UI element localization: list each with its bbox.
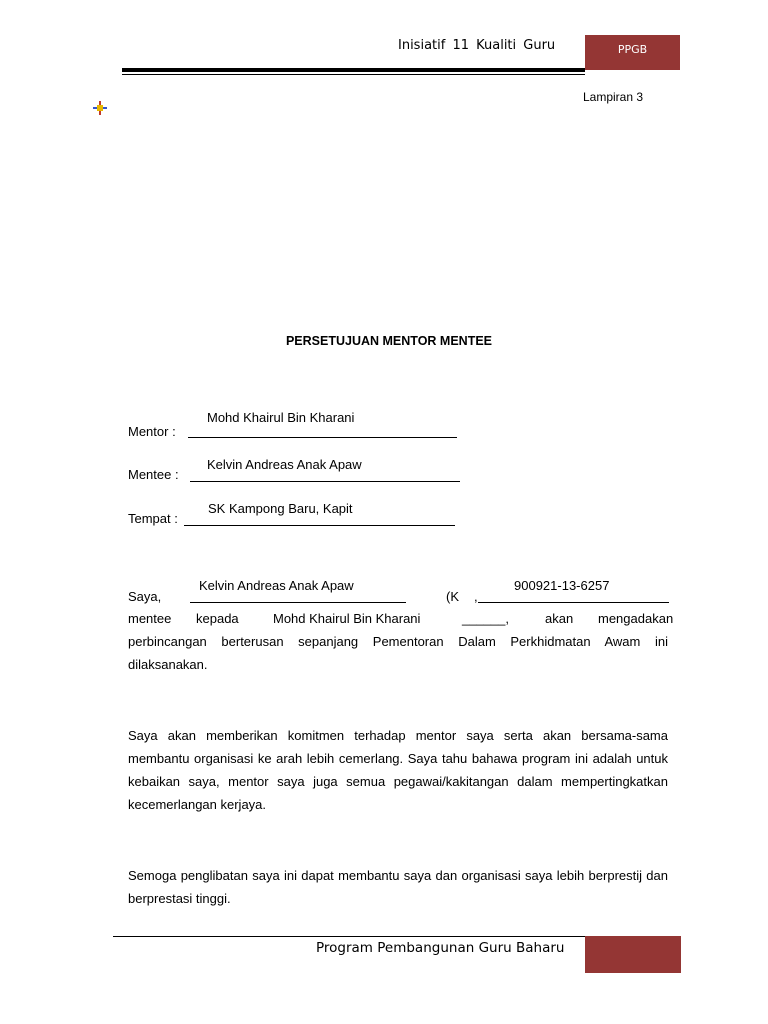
mentor-value: Mohd Khairul Bin Kharani	[207, 410, 355, 425]
ic-line	[478, 602, 669, 603]
header-title: Inisiatif 11 Kualiti Guru	[398, 38, 556, 53]
header-badge	[585, 35, 680, 70]
line2-word-1: mentee	[128, 611, 172, 626]
footer-badge	[585, 936, 681, 973]
footer-rule	[113, 936, 585, 937]
header-rule-thin	[122, 74, 585, 75]
tempat-line	[184, 525, 455, 526]
document-title: PERSETUJUAN MENTOR MENTEE	[285, 334, 493, 348]
name-line	[190, 602, 406, 603]
line2-word-6: mengadakan	[598, 611, 674, 626]
footer-text: Program Pembangunan Guru Baharu	[316, 940, 565, 956]
mentee-label: Mentee :	[128, 467, 179, 482]
mentor-label: Mentor :	[128, 424, 176, 439]
tempat-value: SK Kampong Baru, Kapit	[208, 501, 353, 516]
move-handle-icon[interactable]	[93, 101, 107, 115]
statement-name-value: Kelvin Andreas Anak Apaw	[199, 578, 354, 593]
header-rule-thick	[122, 68, 585, 72]
line2-mentor-name: Mohd Khairul Bin Kharani	[273, 611, 421, 626]
mentor-line	[188, 437, 457, 438]
line2-blank: ______,	[462, 611, 509, 626]
lampiran-label: Lampiran 3	[583, 90, 644, 104]
mentee-value: Kelvin Andreas Anak Apaw	[207, 457, 362, 472]
statement-line3: perbincangan berterusan sepanjang Pementoran Dalam Perkhidmatan Awam ini dilaksanakan.	[128, 634, 668, 672]
line2-word-2: kepada	[196, 611, 239, 626]
header-badge-label: PPGB	[617, 43, 648, 56]
mentee-line	[190, 481, 460, 482]
line2-word-5: akan	[545, 611, 574, 626]
paragraph-closing: Semoga penglibatan saya ini dapat membantu saya dan organisasi saya lebih berprestij dan berprestasi tinggi.	[128, 868, 668, 906]
ic-comma: ,	[474, 589, 478, 604]
saya-label: Saya,	[128, 589, 162, 604]
ic-open: (K	[446, 589, 459, 604]
statement-ic-value: 900921-13-6257	[514, 578, 610, 593]
paragraph-commitment: Saya akan memberikan komitmen terhadap mentor saya serta akan bersama-sama membantu organisasi ke arah lebih cemerlang. Saya tahu bahawa program ini adalah untuk kebaikan saya, mentor saya juga semua pegawai/kakitangan dalam mempertingkatkan kecemerlangan kerjaya.	[128, 728, 668, 812]
tempat-label: Tempat :	[128, 511, 178, 526]
